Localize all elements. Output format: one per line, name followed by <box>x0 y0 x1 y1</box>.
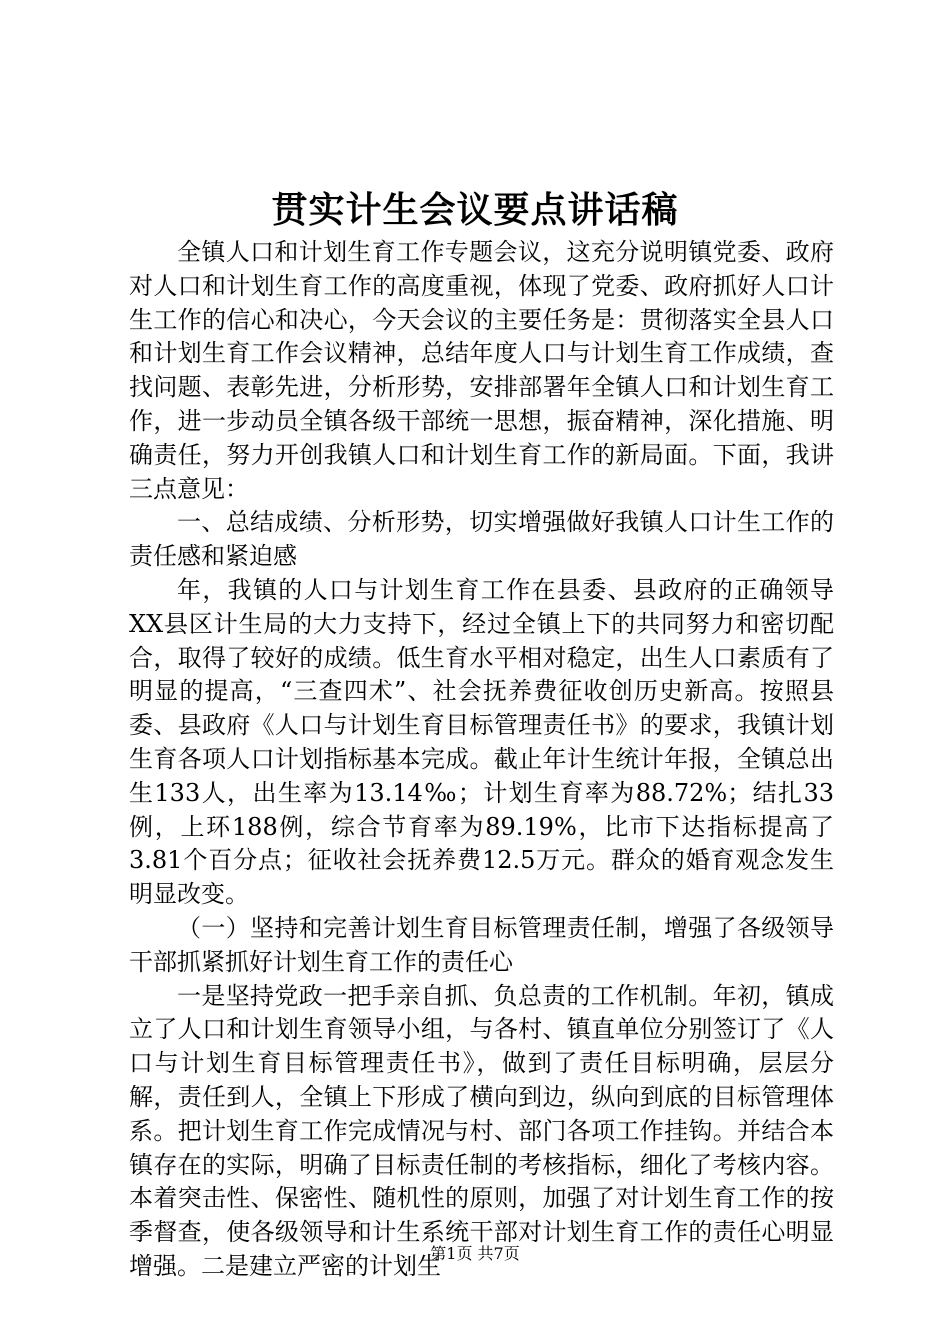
document-title: 贯实计生会议要点讲话稿 <box>271 189 679 231</box>
document-body <box>129 236 834 1284</box>
paragraph-achievements: 年，我镇的人口与计划生育工作在县委、县政府的正确领导XX县区计生局的大力支持下，经过全镇上下的共同努力和密切配合，取得了较好的成绩。低生育水平相对稳定，出生人口素质有了明显的提高，“三查四术”、社会抚养费征收创历史新高。按照县委、县政府《人口与计划生育目标管理责任书》的要求，我镇计划生育各项人口计划指标基本完成。截止年计生统计年报，全镇总出生133人，出生率为13.14‰；计划生育率为88.72%；结扎33例，上环188例，综合节育率为89.19%，比市下达指标提高了3.81个百分点；征收社会抚养费12.5万元。群众的婚育观念发生明显改变。 <box>129 575 834 909</box>
paragraph-responsibility: 一是坚持党政一把手亲自抓、负总责的工作机制。年初，镇成立了人口和计划生育领导小组，与各村、镇直单位分别签订了《人口与计划生育目标管理责任书》，做到了责任目标明确，层层分解，责任到人，全镇上下形成了横向到边，纵向到底的目标管理体系。把计划生育工作完成情况与村、部门各项工作挂钩。并结合本镇存在的实际，明确了目标责任制的考核指标，细化了考核内容。本着突击性、保密性、随机性的原则，加强了对计划生育工作的按季督查，使各级领导和计生系统干部对计划生育工作的责任心明显增强。二是建立严密的计划生 <box>129 981 834 1280</box>
paragraph-intro: 全镇人口和计划生育工作专题会议，这充分说明镇党委、政府对人口和计划生育工作的高度重视，体现了党委、政府抓好人口计生工作的信心和决心，今天会议的主要任务是：贯彻落实全县人口和计划生育工作会议精神，总结年度人口与计划生育工作成绩，查找问题、表彰先进，分析形势，安排部署年全镇人口和计划生育工作，进一步动员全镇各级干部统一思想，振奋精神，深化措施、明确责任，努力开创我镇人口和计划生育工作的新局面。下面，我讲三点意见： <box>129 238 834 503</box>
page-footer: 第1页 共7页 <box>430 1244 520 1263</box>
subsection-heading-1: （一）坚持和完善计划生育目标管理责任制，增强了各级领导干部抓紧抓好计划生育工作的责任心 <box>129 913 834 976</box>
section-heading-1: 一、总结成绩、分析形势，切实增强做好我镇人口计生工作的责任感和紧迫感 <box>129 508 834 571</box>
